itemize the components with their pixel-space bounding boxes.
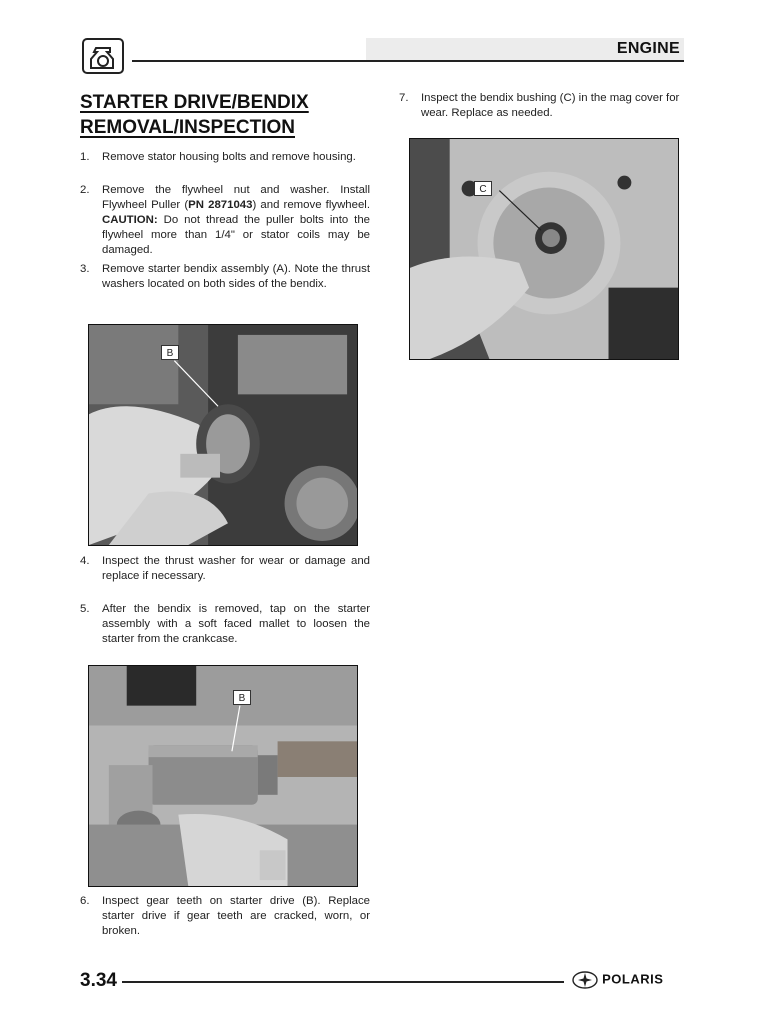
step-text: Inspect the bendix bushing (C) in the mag cover for wear. Replace as needed.: [421, 92, 680, 119]
caution-label: CAUTION:: [102, 214, 158, 226]
step-2: [80, 183, 370, 258]
page-number: 3.34: [80, 970, 117, 991]
step-text: After the bendix is removed, tap on the starter assembly with a soft faced mallet to loosen the starter from the crankcase.: [102, 603, 370, 645]
page-title: [80, 90, 380, 140]
step-4: [80, 554, 370, 584]
mag-cover-photo: [409, 138, 679, 360]
callout-label: B: [161, 345, 179, 360]
step-number: 2.: [80, 184, 90, 196]
polaris-star-icon: [572, 971, 598, 989]
step-3: [80, 262, 370, 292]
step-1: [80, 150, 370, 165]
step-text: Remove starter bendix assembly (A). Note the thrust washers located on both sides of the bendix.: [102, 263, 370, 290]
step-number: 3.: [80, 263, 90, 275]
step-7: [399, 91, 691, 121]
footer-rule: [122, 981, 564, 983]
section-title: ENGINE: [616, 40, 680, 57]
step-text: Inspect the thrust washer for wear or damage and replace if necessary.: [102, 555, 370, 582]
engine-section-icon: [82, 38, 124, 74]
step-number: 6.: [80, 895, 90, 907]
step-number: 4.: [80, 555, 90, 567]
step-number: 7.: [399, 92, 409, 104]
starter-photo: [88, 665, 358, 887]
step-text: Inspect gear teeth on starter drive (B). Replace starter drive if gear teeth are cracked, worn, or broken.: [102, 895, 370, 937]
callout-label: B: [233, 690, 251, 705]
bendix-photo: [88, 324, 358, 546]
callout-label: C: [474, 181, 492, 196]
step-5: [80, 602, 370, 647]
step-number: 5.: [80, 603, 90, 615]
step-6: [80, 894, 370, 939]
part-number: PN 2871043: [188, 199, 253, 211]
step-text: Remove stator housing bolts and remove housing.: [102, 151, 356, 163]
page-title-line-1: STARTER DRIVE/BENDIX: [80, 92, 309, 113]
step-number: 1.: [80, 151, 90, 163]
brand-logo: [572, 971, 663, 989]
step-text: Remove the flywheel nut and washer. Install Flywheel Puller (PN 2871043) and remove flywheel. CAUTION: Do not thread the puller bolts into the flywheel more than 1/4" or stator coils may be damaged.: [102, 184, 370, 256]
page-title-line-2: REMOVAL/INSPECTION: [80, 117, 295, 138]
brand-name: POLARIS: [602, 971, 664, 987]
header-rule: [132, 60, 684, 62]
